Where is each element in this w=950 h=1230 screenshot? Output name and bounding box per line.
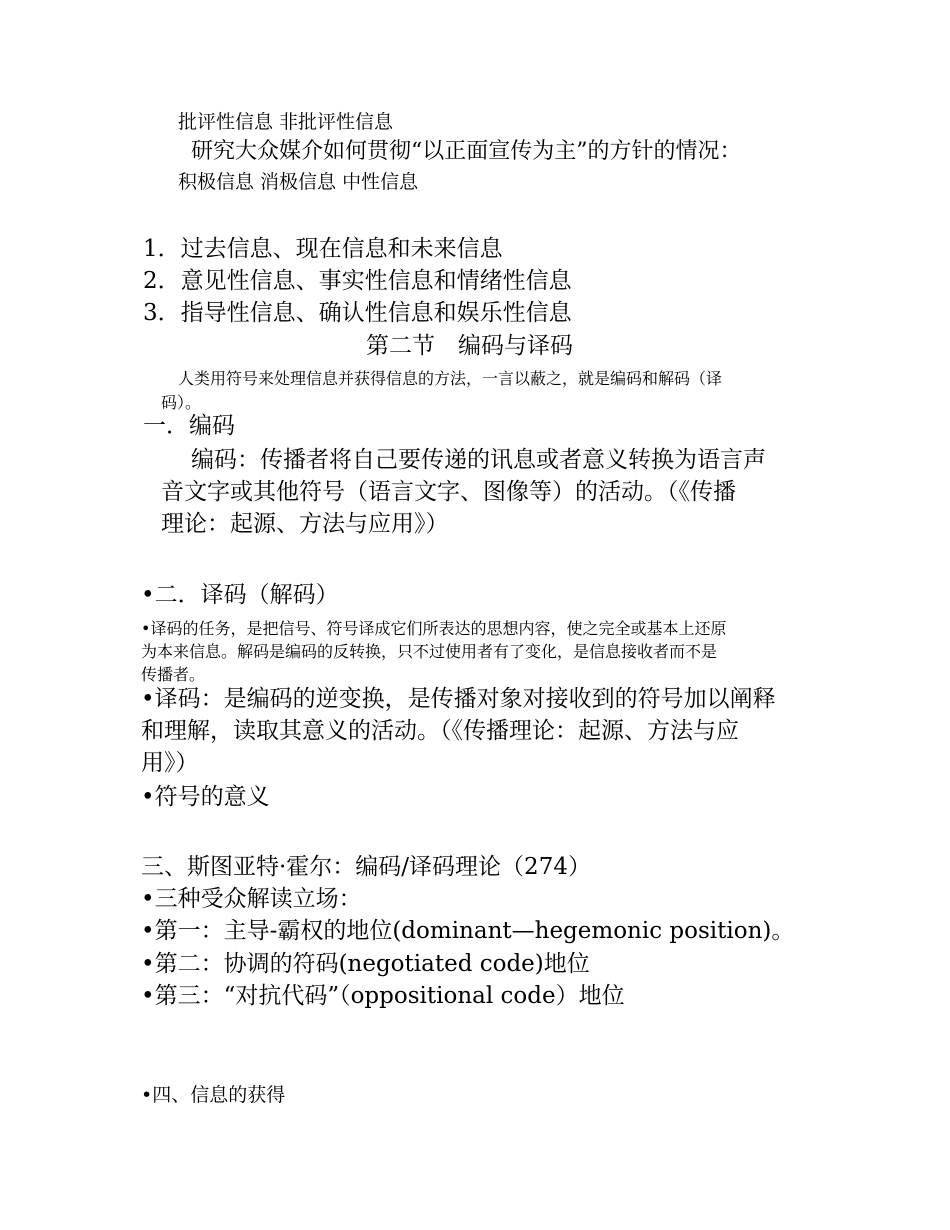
decoding-def-line-2: 和理解，读取其意义的活动。（《传播理论：起源、方法与应 (141, 718, 739, 744)
bullet-negotiated: •第二：协调的符码(negotiated code)地位 (141, 951, 590, 977)
bullet-positions: •三种受众解读立场： (141, 886, 362, 912)
encoding-def-line-2: 音文字或其他符号（语言文字、图像等）的活动。（《传播 (161, 479, 736, 505)
decoding-task-line-3: 传播者。 (141, 665, 206, 684)
encoding-def-line-3: 理论：起源、方法与应用》） (161, 511, 449, 537)
bullet-symbol-meaning: •符号的意义 (141, 784, 270, 810)
text-line-2: 研究大众媒介如何贯彻“以正面宣传为主”的方针的情况： (191, 139, 742, 164)
subheading-encoding: 一．编码 (143, 413, 235, 439)
section-heading: 第二节 编码与译码 (366, 333, 573, 359)
decoding-def-line-3: 用》） (141, 750, 199, 776)
decoding-task-line-2: 为本来信息。解码是编码的反转换，只不过使用者有了变化，是信息接收者而不是 (141, 642, 718, 661)
subheading-decoding: •二．译码（解码） (141, 582, 339, 608)
intro-line-2: 码）。 (161, 393, 202, 412)
decoding-def-line-1: •译码：是编码的逆变换，是传播对象对接收到的符号加以阐释 (141, 686, 776, 712)
bullet-dominant: •第一：主导-霸权的地位(dominant—hegemonic position)。 (141, 918, 795, 944)
text-line-3: 积极信息 消极信息 中性信息 (178, 171, 419, 193)
text-line-1: 批评性信息 非批评性信息 (178, 111, 394, 133)
subheading-acquisition: •四、信息的获得 (141, 1084, 286, 1106)
subheading-hall: 三、斯图亚特·霍尔：编码/译码理论（274） (141, 854, 591, 880)
encoding-def-line-1: 编码：传播者将自己要传递的讯息或者意义转换为语言声 (191, 447, 766, 473)
list-item-2: 2．意见性信息、事实性信息和情绪性信息 (143, 268, 572, 294)
intro-line-1: 人类用符号来处理信息并获得信息的方法，一言以蔽之，就是编码和解码（译 (178, 369, 723, 388)
decoding-task-line-1: •译码的任务，是把信号、符号译成它们所表达的思想内容，使之完全或基本上还原 (141, 619, 727, 638)
bullet-oppositional: •第三：“对抗代码”（oppositional code）地位 (141, 983, 625, 1009)
list-item-3: 3．指导性信息、确认性信息和娱乐性信息 (143, 300, 572, 326)
list-item-1: 1．过去信息、现在信息和未来信息 (143, 236, 503, 262)
